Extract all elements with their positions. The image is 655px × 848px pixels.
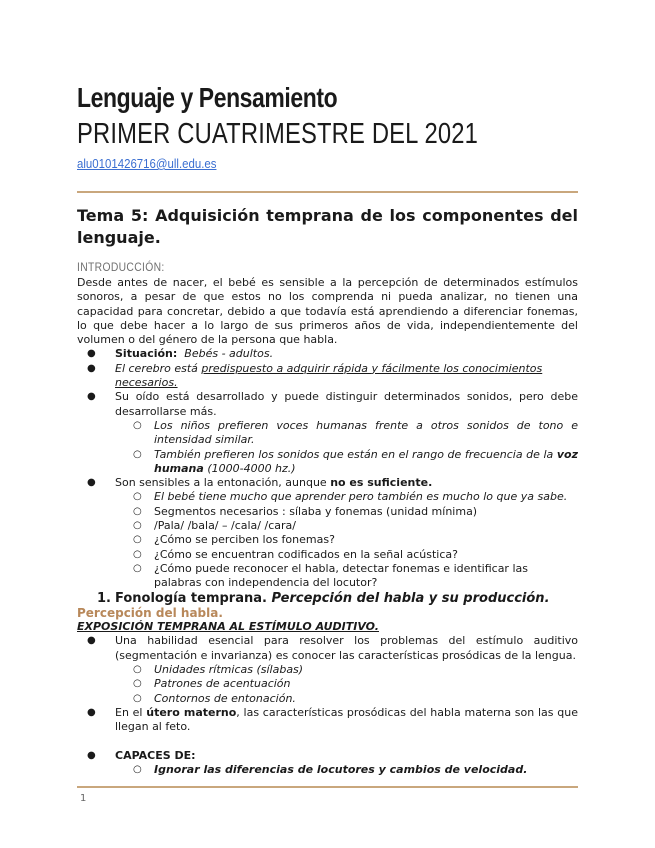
list-item: ○ Unidades rítmicas (sílabas) [133, 663, 304, 677]
circle-bullet-icon: ○ [133, 448, 142, 460]
intro-paragraph: Desde antes de nacer, el bebé es sensible a la percepción de determinados estímulos sonoros, a pesar de que estos no los comprenda ni pueda analizar, no tienen una capacidad para concretar, debido a que todavía está aprendiendo a diferenciar fonemas, lo que debe hacer a lo largo de sus primeros años de vida, independientemente del volumen o del género de la persona que habla. [77, 276, 578, 347]
intro-bullet-list [77, 347, 578, 590]
circle-bullet-icon: ○ [133, 763, 142, 775]
list-item: ● Son sensibles a la entonación, aunque no es suficiente. ○ El bebé tiene mucho que aprender pero también es mucho lo que ya sabe. ○ Segmentos necesarios : sílaba y fonemas (unidad mínima) ○ /Pala/ /bala/ – /cala/ /cara/ ○ ¿Cómo se perciben los fonemas? ○ ¿Cómo se encuentran codificados en la señal acústica? ○ ¿Cómo puede reconocer el habla, detectar fonemas e identificar las palabras con independencia del locutor? [77, 476, 578, 590]
circle-bullet-icon: ○ [133, 692, 142, 704]
capaces-bullet-list [77, 749, 578, 778]
list-item: ● Su oído está desarrollado y puede distinguir determinados sonidos, pero debe desarrollarse más. ○ Los niños prefieren voces humanas frente a otros sonidos de tono e intensidad similar. ○ También prefieren los sonidos que están en el rango de frecuencia de la voz humana (1000-4000 hz.) [87, 390, 579, 475]
author-email-link[interactable]: alu0101426716@ull.edu.es [77, 156, 217, 171]
exposicion-heading: EXPOSICIÓN TEMPRANA AL ESTÍMULO AUDITIVO. [77, 620, 379, 634]
list-item: ○ Patrones de acentuación [133, 677, 291, 691]
list-item: ○ Ignorar las diferencias de locutores y cambios de velocidad. [133, 762, 528, 776]
bullet-icon: ● [87, 477, 96, 489]
circle-bullet-icon: ○ [133, 534, 142, 546]
bullet-icon: ● [87, 362, 96, 374]
subsection-heading: Percepción del habla. [77, 605, 223, 620]
spacer [77, 735, 578, 749]
list-item: ○ El bebé tiene mucho que aprender pero también es mucho lo que ya sabe. [133, 490, 568, 504]
circle-bullet-icon: ○ [133, 548, 142, 560]
list-item: ○ /Pala/ /bala/ – /cala/ /cara/ [133, 519, 296, 533]
bullet-icon: ● [87, 348, 96, 360]
circle-bullet-icon: ○ [133, 562, 142, 574]
circle-bullet-icon: ○ [133, 491, 142, 503]
circle-bullet-icon: ○ [133, 419, 142, 431]
list-item: ○ Los niños prefieren voces humanas frente a otros sonidos de tono e intensidad similar. [133, 418, 578, 447]
topic-heading: Tema 5: Adquisición temprana de los componentes del lenguaje. [77, 206, 578, 247]
bullet-icon: ● [87, 391, 96, 403]
circle-bullet-icon: ○ [133, 664, 142, 676]
intro-heading: INTRODUCCIÓN: [77, 260, 165, 274]
section-heading: 1. Fonología temprana. Percepción del habla y su producción. [97, 590, 550, 606]
list-item: ○ Contornos de entonación. [133, 691, 296, 705]
bullet-icon: ● [87, 635, 96, 647]
list-item: ● El cerebro está predispuesto a adquirir rápida y fácilmente los conocimientos necesarios. [87, 361, 543, 390]
list-item: ○ Segmentos necesarios : sílaba y fonemas (unidad mínima) [133, 504, 478, 518]
list-item: ○ ¿Cómo se encuentran codificados en la señal acústica? [133, 547, 458, 561]
list-item: ○ ¿Cómo se perciben los fonemas? [133, 533, 335, 547]
document-subtitle: PRIMER CUATRIMESTRE DEL 2021 [77, 118, 479, 150]
list-item: ○ También prefieren los sonidos que están en el rango de frecuencia de la voz humana (1000-4000 hz.) [133, 447, 579, 475]
circle-bullet-icon: ○ [133, 505, 142, 517]
circle-bullet-icon: ○ [133, 520, 142, 532]
page-number: 1 [80, 793, 87, 804]
list-item: ● Una habilidad esencial para resolver los problemas del estímulo auditivo (segmentación e invarianza) es conocer las características prosódicas de la lengua. ○ Unidades rítmicas (sílabas) ○ Patrones de acentuación ○ Contornos de entonación. [87, 634, 578, 705]
exposicion-bullet-list [77, 634, 578, 734]
header-divider [77, 191, 578, 193]
list-item: ● CAPACES DE: ○ Ignorar las diferencias de locutores y cambios de velocidad. [77, 749, 578, 778]
list-item: ● Situación: Bebés - adultos. [87, 347, 274, 361]
list-item: ● En el útero materno, las características prosódicas del habla materna son las que llegan al feto. [87, 705, 578, 734]
bullet-icon: ● [87, 706, 96, 718]
footer-divider [77, 786, 578, 788]
document-title: Lenguaje y Pensamiento [77, 82, 338, 113]
bullet-icon: ● [87, 749, 96, 761]
list-item: ○ ¿Cómo puede reconocer el habla, detectar fonemas e identificar las palabras con independencia del locutor? [133, 561, 528, 590]
circle-bullet-icon: ○ [133, 678, 142, 690]
document-body [77, 276, 578, 777]
